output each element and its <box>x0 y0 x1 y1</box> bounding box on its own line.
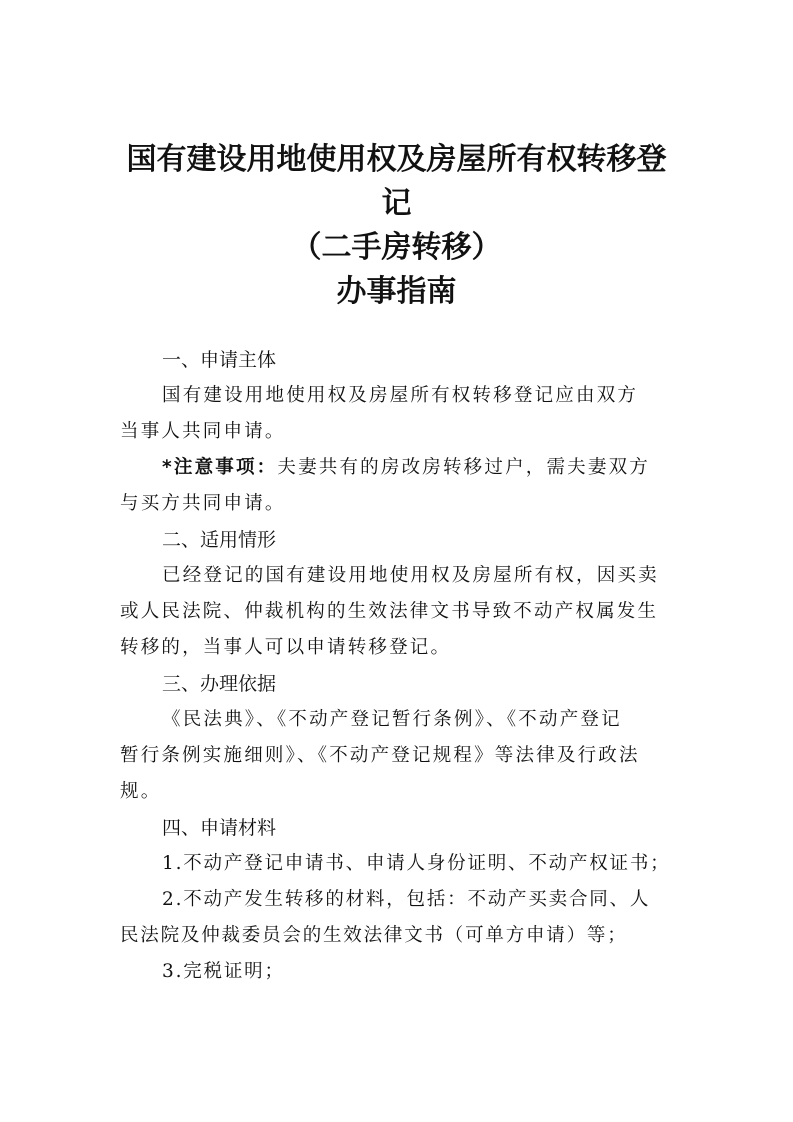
paragraph-line: 暂行条例实施细则》、《不动产登记规程》等法律及行政法 <box>120 745 640 766</box>
section-heading-applicable-cases: 二、适用情形 <box>162 529 277 551</box>
title-line-4: 办事指南 <box>336 274 457 309</box>
paragraph-line: 或人民法院、仲裁机构的生效法律文书导致不动产权属发生 <box>120 601 659 622</box>
note-line <box>120 450 680 486</box>
title-line-3: （二手房转移） <box>291 230 502 265</box>
materials-item-3: 3.完税证明； <box>162 961 285 982</box>
paragraph-line: 国有建设用地使用权及房屋所有权转移登记应由双方 <box>162 385 639 406</box>
paragraph-line: 规。 <box>120 781 162 802</box>
materials-item-2-line-1: 2.不动产发生转移的材料，包括：不动产买卖合同、人 <box>162 889 651 910</box>
section-paragraph-applicant <box>120 378 680 450</box>
materials-item-1: 1.不动产登记申请书、申请人身份证明、不动产权证书； <box>162 853 671 874</box>
note-line: 与买方共同申请。 <box>120 493 286 514</box>
section-paragraph-applicable-cases <box>120 558 680 666</box>
paragraph-line: 当事人共同申请。 <box>120 421 286 442</box>
section-heading-legal-basis: 三、办理依据 <box>162 673 277 695</box>
section-note <box>120 450 680 522</box>
section-heading-applicant: 一、申请主体 <box>162 349 277 371</box>
title-line-2: 记 <box>381 186 412 221</box>
section-paragraph-legal-basis <box>120 702 680 810</box>
document-title <box>110 138 683 314</box>
materials-item-2-line-2: 民法院及仲裁委员会的生效法律文书（可单方申请）等； <box>120 925 628 946</box>
note-label: *注意事项： <box>162 457 278 478</box>
paragraph-line: 《民法典》、《不动产登记暂行条例》、《不动产登记 <box>162 709 622 730</box>
paragraph-line: 转移的，当事人可以申请转移登记。 <box>120 637 452 658</box>
title-line-1: 国有建设用地使用权及房屋所有权转移登 <box>126 142 667 177</box>
paragraph-line: 已经登记的国有建设用地使用权及房屋所有权，因买卖 <box>162 565 659 586</box>
note-text: 夫妻共有的房改房转移过户，需夫妻双方 <box>277 457 650 478</box>
section-heading-materials: 四、申请材料 <box>162 817 277 839</box>
document-body <box>120 342 680 990</box>
